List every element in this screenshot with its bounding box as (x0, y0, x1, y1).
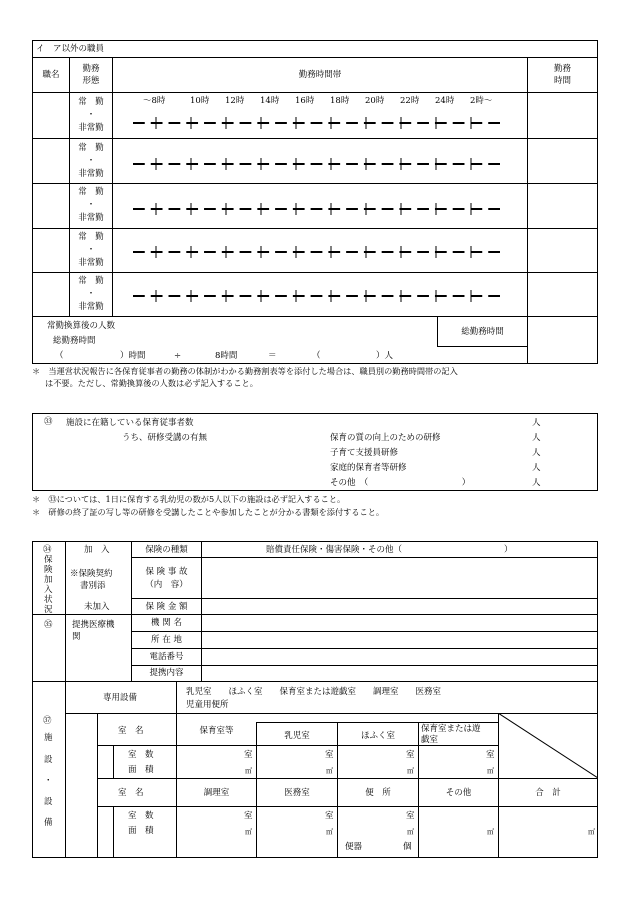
room-name: 医務室 (284, 788, 310, 798)
medical-field-label: 提携内容 (149, 668, 184, 678)
unit-area: ㎡ (326, 767, 333, 775)
medical-institution-label: 提携医療機 (72, 620, 115, 630)
unit-room: 室 (244, 811, 253, 821)
vertical-char: 施 (44, 733, 53, 743)
vertical-char: 入 (44, 585, 53, 595)
medical-field-label: 電話番号 (149, 652, 184, 662)
room-name-label: 室 名 (118, 788, 144, 798)
unit-room: 室 (406, 811, 415, 821)
vertical-char: 険 (44, 565, 53, 575)
timeline-bar[interactable] (131, 202, 504, 216)
insurance-amount-field[interactable] (202, 599, 597, 614)
insurance-not-joined[interactable]: 未加入 (84, 602, 110, 612)
unit-person: 人 (532, 463, 541, 473)
unit-person: 人 (532, 418, 541, 428)
unit-area: ㎡ (407, 828, 414, 836)
timeline-bar[interactable] (131, 289, 504, 303)
work-type-parttime: 非常勤 (78, 302, 104, 312)
insurance-type-label: 保険の種類 (145, 545, 188, 555)
room-name: 調理室 (203, 788, 230, 798)
time-label: 22時 (400, 96, 420, 106)
training-label: うち、研修受講の有無 (122, 433, 208, 443)
room-list: 児童用便所 (186, 700, 229, 710)
room-name: 保育室または遊 (421, 724, 481, 734)
room-name: ほふく室 (360, 731, 395, 741)
insurance-accident-label: （内 容） (145, 580, 188, 590)
training-item: 家庭的保育者等研修 (330, 463, 407, 473)
insurance-contract-note: 書別添 (80, 581, 106, 591)
unit-room: 室 (244, 750, 253, 760)
work-type-fulltime: 常 勤 (78, 232, 104, 242)
section-number: ㉞ (43, 545, 52, 555)
room-area-label: 面 積 (128, 826, 154, 836)
room-name: 合 計 (535, 788, 561, 798)
unit-room: 室 (486, 750, 495, 760)
unit-area: ㎡ (245, 828, 252, 836)
unit-area: ㎡ (407, 767, 414, 775)
room-name: 保育室等 (199, 726, 234, 736)
note: は不要。ただし、常勤換算後の人数は必ず記入すること。 (45, 378, 258, 388)
vertical-char: 状 (44, 595, 53, 605)
time-label: 14時 (260, 96, 280, 106)
vertical-char: 設 (44, 797, 53, 807)
section-title: イ ア以外の職員 (36, 44, 105, 54)
vertical-char: 況 (44, 605, 53, 615)
note: ＊ 当運営状況報告に各保育従事者の勤務の体制がわかる勤務割表等を添付した場合は、職員別の勤務時間帯の記入 (32, 366, 458, 376)
staff-count-label: 施設に在籍している保育従事者数 (66, 418, 194, 428)
work-type-parttime: 非常勤 (78, 123, 104, 133)
dedicated-equipment-label: 専用設備 (103, 693, 138, 703)
medical-field-label: 機 関 名 (151, 618, 182, 628)
room-count-label: 室 数 (128, 811, 154, 821)
training-item: 子育て支援員研修 (330, 448, 399, 458)
work-type-fulltime: 常 勤 (78, 187, 104, 197)
col-work-hours-2: 時間 (553, 76, 571, 86)
total-hours-label: 総勤務時間 (53, 336, 96, 346)
work-type-fulltime: 常 勤 (78, 143, 104, 153)
insurance-accident-label: 保 険 事 故 (145, 567, 188, 577)
room-name: 乳児室 (284, 731, 310, 741)
work-type-dot: ・ (86, 289, 96, 299)
unit-person: 人 (532, 433, 541, 443)
time-label: 2時～ (470, 96, 493, 106)
formula-open2: （ (312, 351, 321, 361)
time-label: 12時 (225, 96, 245, 106)
section-number: ㉝ (44, 417, 53, 427)
room-name: その他 (445, 788, 472, 798)
col-work-type-1: 勤務 (82, 64, 100, 74)
work-type-dot: ・ (86, 156, 96, 166)
unit-area: ㎡ (326, 828, 333, 836)
col-work-type-2: 形態 (82, 76, 100, 86)
unit-room: 室 (325, 750, 334, 760)
diagonal-slash (498, 713, 598, 778)
vertical-char: 備 (44, 818, 53, 828)
timeline-bar[interactable] (131, 116, 504, 130)
work-type-dot: ・ (86, 110, 96, 120)
room-area-label: 面 積 (128, 765, 154, 775)
time-label: 24時 (435, 96, 455, 106)
room-list: 乳児室 ほふく室 保育室または遊戯室 調理室 医務室 (186, 687, 442, 697)
formula-hours: ）時間 (120, 351, 146, 361)
formula-8h: 8時間 (215, 351, 238, 361)
work-type-fulltime: 常 勤 (78, 276, 104, 286)
timeline-bar[interactable] (131, 245, 504, 259)
vertical-char: 設 (44, 755, 53, 765)
insurance-joined[interactable]: 加 入 (84, 545, 110, 555)
work-type-parttime: 非常勤 (78, 169, 104, 179)
note: ＊ 研修の終了証の写し等の研修を受講したことや参加したことが分かる書類を添付すること。 (32, 507, 385, 517)
room-name: 戯室 (421, 735, 439, 745)
formula-open: （ (55, 351, 64, 361)
unit-room: 室 (325, 811, 334, 821)
unit-person: 人 (532, 448, 541, 458)
time-label: ～8時 (143, 96, 166, 106)
time-label: 16時 (295, 96, 315, 106)
toilet-label: 便器 (345, 842, 363, 852)
unit-person: 人 (532, 478, 541, 488)
work-type-parttime: 非常勤 (78, 258, 104, 268)
insurance-accident-field[interactable] (202, 558, 597, 598)
unit-area: ㎡ (245, 767, 252, 775)
work-type-parttime: 非常勤 (78, 213, 104, 223)
formula-divide: ÷ (174, 351, 182, 361)
col-job-title: 職名 (42, 70, 60, 80)
insurance-type-value[interactable]: 賠償責任保険・傷害保険・その他（ ） (266, 545, 513, 555)
work-type-fulltime: 常 勤 (78, 97, 104, 107)
time-label: 18時 (330, 96, 350, 106)
note: ＊ ㉝については、1日に保育する乳幼児の数が5人以下の施設は必ず記入すること。 (32, 494, 346, 504)
col-work-hours-1: 勤務 (553, 64, 571, 74)
time-label: 10時 (190, 96, 210, 106)
room-name-label: 室 名 (118, 726, 144, 736)
vertical-char: ・ (44, 776, 53, 786)
unit-room: 室 (406, 750, 415, 760)
formula-people: ）人 (376, 351, 394, 361)
work-type-dot: ・ (86, 200, 96, 210)
total-hours-box-label: 総勤務時間 (461, 327, 504, 337)
insurance-amount-label: 保 険 金 額 (145, 602, 188, 612)
toilet-unit: 個 (403, 842, 412, 852)
unit-area: ㎡ (487, 828, 494, 836)
work-type-dot: ・ (86, 245, 96, 255)
formula-equals: ＝ (268, 351, 277, 361)
fte-label: 常勤換算後の人数 (47, 321, 116, 331)
insurance-contract-note: ※保険契約 (70, 569, 113, 579)
col-time-band: 勤務時間帯 (298, 70, 342, 80)
timeline-bar[interactable] (131, 157, 504, 171)
section-number: ㊲ (43, 716, 52, 726)
training-item: その他 （ ） (330, 478, 471, 488)
room-count-label: 室 数 (128, 750, 154, 760)
medical-field-label: 所 在 地 (151, 635, 182, 645)
room-name: 便 所 (365, 788, 391, 798)
unit-area: ㎡ (588, 828, 595, 836)
time-label: 20時 (365, 96, 385, 106)
medical-institution-label: 関 (72, 632, 81, 642)
vertical-char: 保 (44, 555, 53, 565)
training-item: 保育の質の向上のための研修 (330, 433, 441, 443)
unit-area: ㎡ (487, 767, 494, 775)
vertical-char: 加 (44, 575, 53, 585)
section-number: ㉟ (44, 620, 53, 630)
